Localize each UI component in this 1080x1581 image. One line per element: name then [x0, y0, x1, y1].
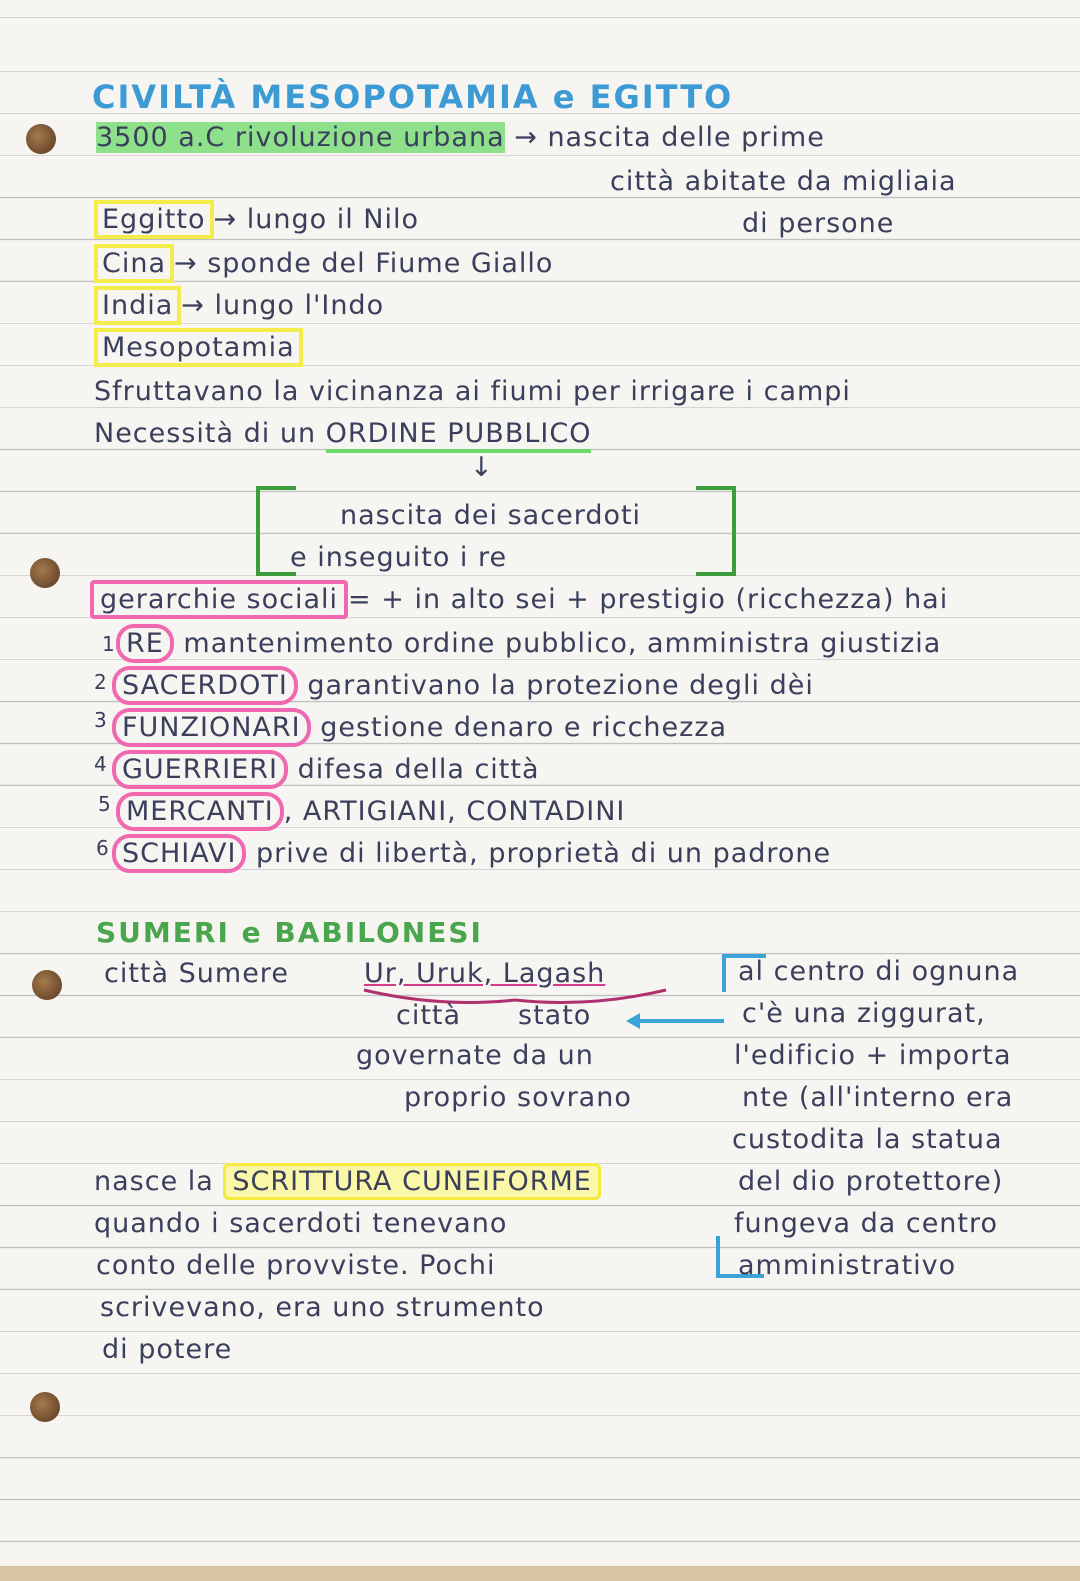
writing-line: conto delle provviste. Pochi — [96, 1250, 496, 1281]
order-highlight: ORDINE PUBBLICO — [326, 418, 592, 453]
binder-hole — [30, 1392, 60, 1422]
binder-hole — [26, 124, 56, 154]
page-title: CIVILTÀ MESOPOTAMIA e EGITTO — [92, 78, 734, 116]
writing-highlight: SCRITTURA CUNEIFORME — [223, 1163, 600, 1200]
city-state-right: stato — [518, 1000, 592, 1031]
rivers-sentence: Sfruttavano la vicinanza ai fiumi per irrigare i campi — [94, 376, 851, 407]
hierarchy-label: gerarchie sociali — [90, 580, 348, 619]
bracket-line-2: e inseguito i re — [290, 542, 508, 573]
hierarchy-role: GUERRIERI — [112, 750, 288, 789]
region-name: India — [94, 286, 181, 325]
hierarchy-num: 5 — [98, 792, 111, 816]
intro-line-2: città abitate da migliaia — [610, 166, 957, 197]
hierarchy-role: FUNZIONARI — [112, 708, 311, 747]
hierarchy-row — [116, 796, 625, 827]
hierarchy-row — [112, 754, 540, 785]
region-name: Eggitto — [94, 200, 214, 239]
hierarchy-role: RE — [116, 624, 174, 663]
hierarchy-row — [112, 712, 727, 743]
hierarchy-row — [112, 838, 831, 869]
region-row — [94, 204, 419, 235]
order-prefix: Necessità di un — [94, 418, 317, 449]
binder-hole — [32, 970, 62, 1000]
bracket-line-1: nascita dei sacerdoti — [340, 500, 642, 531]
region-row — [94, 290, 384, 321]
hierarchy-role: SCHIAVI — [112, 834, 246, 873]
ziggurat-line: del dio protettore) — [738, 1166, 1004, 1197]
region-name: Mesopotamia — [94, 328, 303, 367]
writing-line: quando i sacerdoti tenevano — [94, 1208, 508, 1239]
hierarchy-role: SACERDOTI — [112, 666, 298, 705]
region-name: Cina — [94, 244, 174, 283]
ziggurat-line: amministrativo — [738, 1250, 957, 1281]
writing-prefix: nasce la — [94, 1166, 214, 1197]
hierarchy-role: MERCANTI — [116, 792, 284, 831]
intro-line-3: di persone — [742, 208, 895, 239]
cities-label: città Sumere — [104, 958, 289, 989]
city-state-left: città — [396, 1000, 462, 1031]
arrow-left-icon — [624, 1010, 728, 1032]
bracket-right — [696, 486, 736, 576]
hierarchy-num: 4 — [94, 752, 107, 776]
cities-list: Ur, Uruk, Lagash — [364, 958, 606, 989]
region-desc: → sponde del Fiume Giallo — [174, 248, 554, 279]
intro-line — [96, 122, 825, 153]
hierarchy-desc: difesa della città — [297, 754, 540, 785]
governed-line-2: proprio sovrano — [404, 1082, 632, 1113]
writing-line: scrivevano, era uno strumento — [100, 1292, 545, 1323]
hierarchy-rule: = + in alto sei + prestigio (ricchezza) hai — [348, 584, 949, 615]
writing-line — [94, 1166, 601, 1197]
region-row — [94, 248, 553, 279]
hierarchy-num: 3 — [94, 708, 107, 732]
intro-arrow-text: → nascita delle prime — [514, 122, 825, 153]
down-arrow-icon: ↓ — [470, 452, 494, 483]
ziggurat-line: custodita la statua — [732, 1124, 1003, 1155]
binder-hole — [30, 558, 60, 588]
hierarchy-num: 2 — [94, 670, 107, 694]
ziggurat-line: c'è una ziggurat, — [742, 998, 986, 1029]
ziggurat-line: fungeva da centro — [734, 1208, 999, 1239]
writing-line: di potere — [102, 1334, 233, 1365]
hierarchy-num: 1 — [102, 632, 115, 656]
hierarchy-desc: gestione denaro e ricchezza — [320, 712, 728, 743]
hierarchy-desc: mantenimento ordine pubblico, amministra giustizia — [183, 628, 942, 659]
ziggurat-line: nte (all'interno era — [742, 1082, 1014, 1113]
hierarchy-row — [112, 670, 814, 701]
ziggurat-line: l'edificio + importa — [734, 1040, 1012, 1071]
region-desc: → lungo l'Indo — [181, 290, 385, 321]
governed-line-1: governate da un — [356, 1040, 594, 1071]
hierarchy-desc: , ARTIGIANI, CONTADINI — [283, 796, 626, 827]
order-line — [94, 418, 591, 449]
hierarchy-desc: prive di libertà, proprietà di un padrone — [256, 838, 832, 869]
date-highlight: 3500 a.C rivoluzione urbana — [96, 122, 505, 153]
hierarchy-header — [90, 584, 948, 615]
hierarchy-num: 6 — [96, 836, 109, 860]
hierarchy-row — [116, 628, 941, 659]
hierarchy-desc: garantivano la protezione degli dèi — [307, 670, 814, 701]
region-desc: → lungo il Nilo — [213, 204, 420, 235]
region-row — [94, 332, 303, 363]
ziggurat-line: al centro di ognuna — [738, 956, 1020, 987]
section-title: SUMERI e BABILONESI — [96, 916, 483, 949]
